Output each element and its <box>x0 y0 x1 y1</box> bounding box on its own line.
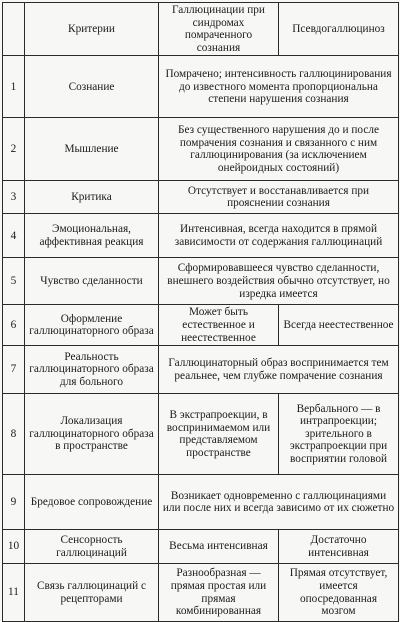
row-shared-description: Интенсивная, всегда находится в прямой зависимости от содержания галлюцинаций <box>159 214 399 258</box>
row-shared-description: Галлюцинаторный образ воспринимается тем реальнее, чем глубже помрачение сознания <box>159 346 399 394</box>
row-criterion: Сознание <box>25 56 159 118</box>
row-syndrome-value: Может быть естественное и неестественное <box>159 305 279 346</box>
header-syndrome-hallucinations: Галлюцинации при синдромах помраченного сознания <box>159 3 279 56</box>
table-row <box>3 118 399 181</box>
row-criterion: Критика <box>25 181 159 214</box>
header-pseudohallucinosis: Псевдогаллюциноз <box>279 3 399 56</box>
row-shared-description: Возникает одновременно с галлюцинациями или после них и всегда зависимо от их сюжетно <box>159 475 399 530</box>
row-number: 5 <box>3 258 25 305</box>
row-criterion: Чувство сделанности <box>25 258 159 305</box>
row-number: 6 <box>3 305 25 346</box>
row-pseudohallucinosis-value: Всегда неестественное <box>279 305 399 346</box>
row-number: 3 <box>3 181 25 214</box>
table-row <box>3 564 399 622</box>
table-row <box>3 394 399 475</box>
row-number: 1 <box>3 56 25 118</box>
row-shared-description: Без существенного нарушения до и после помрачения сознания и связанного с ним галлюцинирования (за исключением онейроидных состояний) <box>159 118 399 181</box>
row-number: 2 <box>3 118 25 181</box>
row-criterion: Бредовое сопровождение <box>25 475 159 530</box>
row-number: 9 <box>3 475 25 530</box>
row-syndrome-value: Разнообразная — прямая простая или прямая комбинированная <box>159 564 279 622</box>
row-pseudohallucinosis-value: Прямая отсутствует, имеется опосредованная мозгом <box>279 564 399 622</box>
row-shared-description: Помрачено; интенсивность галлюцинирования до известного момента пропорциональна степени нарушения сознания <box>159 56 399 118</box>
table-row <box>3 475 399 530</box>
table-row <box>3 258 399 305</box>
row-criterion: Эмоциональная, аффективная реакция <box>25 214 159 258</box>
row-pseudohallucinosis-value: Достаточно интенсивная <box>279 530 399 564</box>
row-number: 10 <box>3 530 25 564</box>
row-criterion: Оформление галлюцинаторного образа <box>25 305 159 346</box>
header-row <box>3 3 399 56</box>
row-syndrome-value: В экстрапроекции, в воспринимаемом или представляемом пространстве <box>159 394 279 475</box>
document-page <box>2 2 398 617</box>
row-shared-description: Отсутствует и восстанавливается при прояснении сознания <box>159 181 399 214</box>
row-criterion: Сенсорность галлюцинаций <box>25 530 159 564</box>
row-criterion: Мышление <box>25 118 159 181</box>
row-number: 7 <box>3 346 25 394</box>
row-number: 4 <box>3 214 25 258</box>
table-row <box>3 181 399 214</box>
row-number: 11 <box>3 564 25 622</box>
table-row <box>3 530 399 564</box>
row-number: 8 <box>3 394 25 475</box>
header-number-cell <box>3 3 25 56</box>
row-pseudohallucinosis-value: Вербального — в интрапроекции; зрительного в экстрапроекции при восприятии головой <box>279 394 399 475</box>
row-criterion: Реальность галлюцинаторного образа для больного <box>25 346 159 394</box>
row-criterion: Локализация галлюцинаторного образа в пространстве <box>25 394 159 475</box>
table-row <box>3 346 399 394</box>
row-shared-description: Сформировавшееся чувство сделанности, внешнего воздействия обычно отсутствует, но изредка имеется <box>159 258 399 305</box>
row-syndrome-value: Весьма интенсивная <box>159 530 279 564</box>
table-row <box>3 56 399 118</box>
comparison-table <box>2 2 399 622</box>
table-row <box>3 305 399 346</box>
row-criterion: Связь галлюцинаций с рецепторами <box>25 564 159 622</box>
table-row <box>3 214 399 258</box>
header-criteria: Критерии <box>25 3 159 56</box>
